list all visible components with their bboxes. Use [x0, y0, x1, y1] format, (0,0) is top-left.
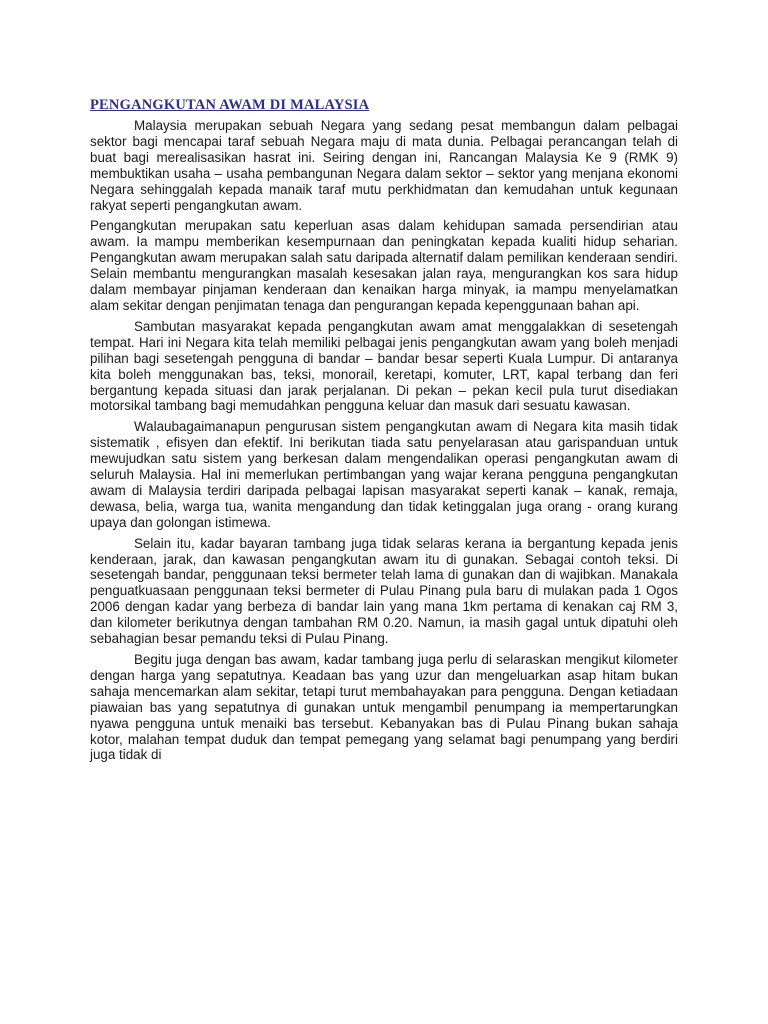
document-title: PENGANGKUTAN AWAM DI MALAYSIA [90, 97, 370, 113]
paragraph-4: Walaubagaimanapun pengurusan sistem pengangkutan awam di Negara kita masih tidak sistematik , efisyen dan efektif. Ini berikutan tiada satu penyelarasan atau garispanduan untuk mewujudkan satu sistem yang berkesan dalam mengendalikan operasi pengangkutan awam di seluruh Malaysia. Hal ini memerlukan pertimbangan yang wajar kerana pengguna pengangkutan awam di Malaysia terdiri daripada pelbagai lapisan masyarakat seperti kanak – kanak, remaja, dewasa, belia, warga tua, wanita mengandung dan tidak ketinggalan juga orang - orang kurang upaya dan golongan istimewa. [90, 419, 678, 530]
document-body [90, 96, 678, 768]
paragraph-1: Malaysia merupakan sebuah Negara yang sedang pesat membangun dalam pelbagai sektor bagi mencapai taraf sebuah Negara maju di mata dunia. Pelbagai perancangan telah di buat bagi merealisasikan hasrat ini. Seiring dengan ini, Rancangan Malaysia Ke 9 (RMK 9) membuktikan usaha – usaha pembangunan Negara dalam sektor – sektor yang menjana ekonomi Negara sehinggalah kepada manaik taraf mutu perkhidmatan dan kemudahan untuk kegunaan rakyat seperti pengangkutan awam. [90, 118, 678, 213]
paragraph-2: Pengangkutan merupakan satu keperluan asas dalam kehidupan samada persendirian atau awam. Ia mampu memberikan kesempurnaan dan peningkatan kepada kualiti hidup seharian. Pengangkutan awam merupakan salah satu daripada alternatif dalam pemilikan kenderaan sendiri. Selain membantu mengurangkan masalah kesesakan jalan raya, mengurangkan kos sara hidup dalam membayar pinjaman kenderaan dan kenaikan harga minyak, ia mampu menyelamatkan alam sekitar dengan penjimatan tenaga dan pengurangan kepada kepenggunaan bahan api. [90, 218, 678, 313]
paragraph-3: Sambutan masyarakat kepada pengangkutan awam amat menggalakkan di sesetengah tempat. Hari ini Negara kita telah memiliki pelbagai jenis pengangkutan awam yang boleh menjadi pilihan bagi sesetengah pengguna di bandar – bandar besar seperti Kuala Lumpur. Di antaranya kita boleh menggunakan bas, teksi, monorail, keretapi, komuter, LRT, kapal terbang dan feri bergantung kepada situasi dan jarak perjalanan. Di pekan – pekan kecil pula turut disediakan motorsikal tambang bagi memudahkan pengguna keluar dan masuk dari sesuatu kawasan. [90, 318, 678, 414]
paragraph-6: Begitu juga dengan bas awam, kadar tambang juga perlu di selaraskan mengikut kilometer dengan harga yang sepatutnya. Keadaan bas yang uzur dan mengeluarkan asap hitam bukan sahaja mencemarkan alam sekitar, tetapi turut membahayakan para pengguna. Dengan ketiadaan piawaian bas yang sepatutnya di gunakan untuk mengambil penumpang ia mempertarungkan nyawa pengguna untuk menaiki bas tersebut. Kebanyakan bas di Pulau Pinang bukan sahaja kotor, malahan tempat duduk dan tempat pemegang yang selamat bagi penumpang yang berdiri juga tidak di [90, 652, 678, 763]
paragraph-5: Selain itu, kadar bayaran tambang juga tidak selaras kerana ia bergantung kepada jenis kenderaan, jarak, dan kawasan pengangkutan awam itu di gunakan. Sebagai contoh teksi. Di sesetengah bandar, penggunaan teksi bermeter telah lama di gunakan dan di wajibkan. Manakala penguatkuasaan penggunaan teksi bermeter di Pulau Pinang pula baru di mulakan pada 1 Ogos 2006 dengan kadar yang berbeza di bandar lain yang mana 1km pertama di kenakan caj RM 3, dan kilometer berikutnya dengan tambahan RM 0.20. Namun, ia masih gagal untuk dipatuhi oleh sebahagian besar pemandu teksi di Pulau Pinang. [90, 535, 678, 647]
